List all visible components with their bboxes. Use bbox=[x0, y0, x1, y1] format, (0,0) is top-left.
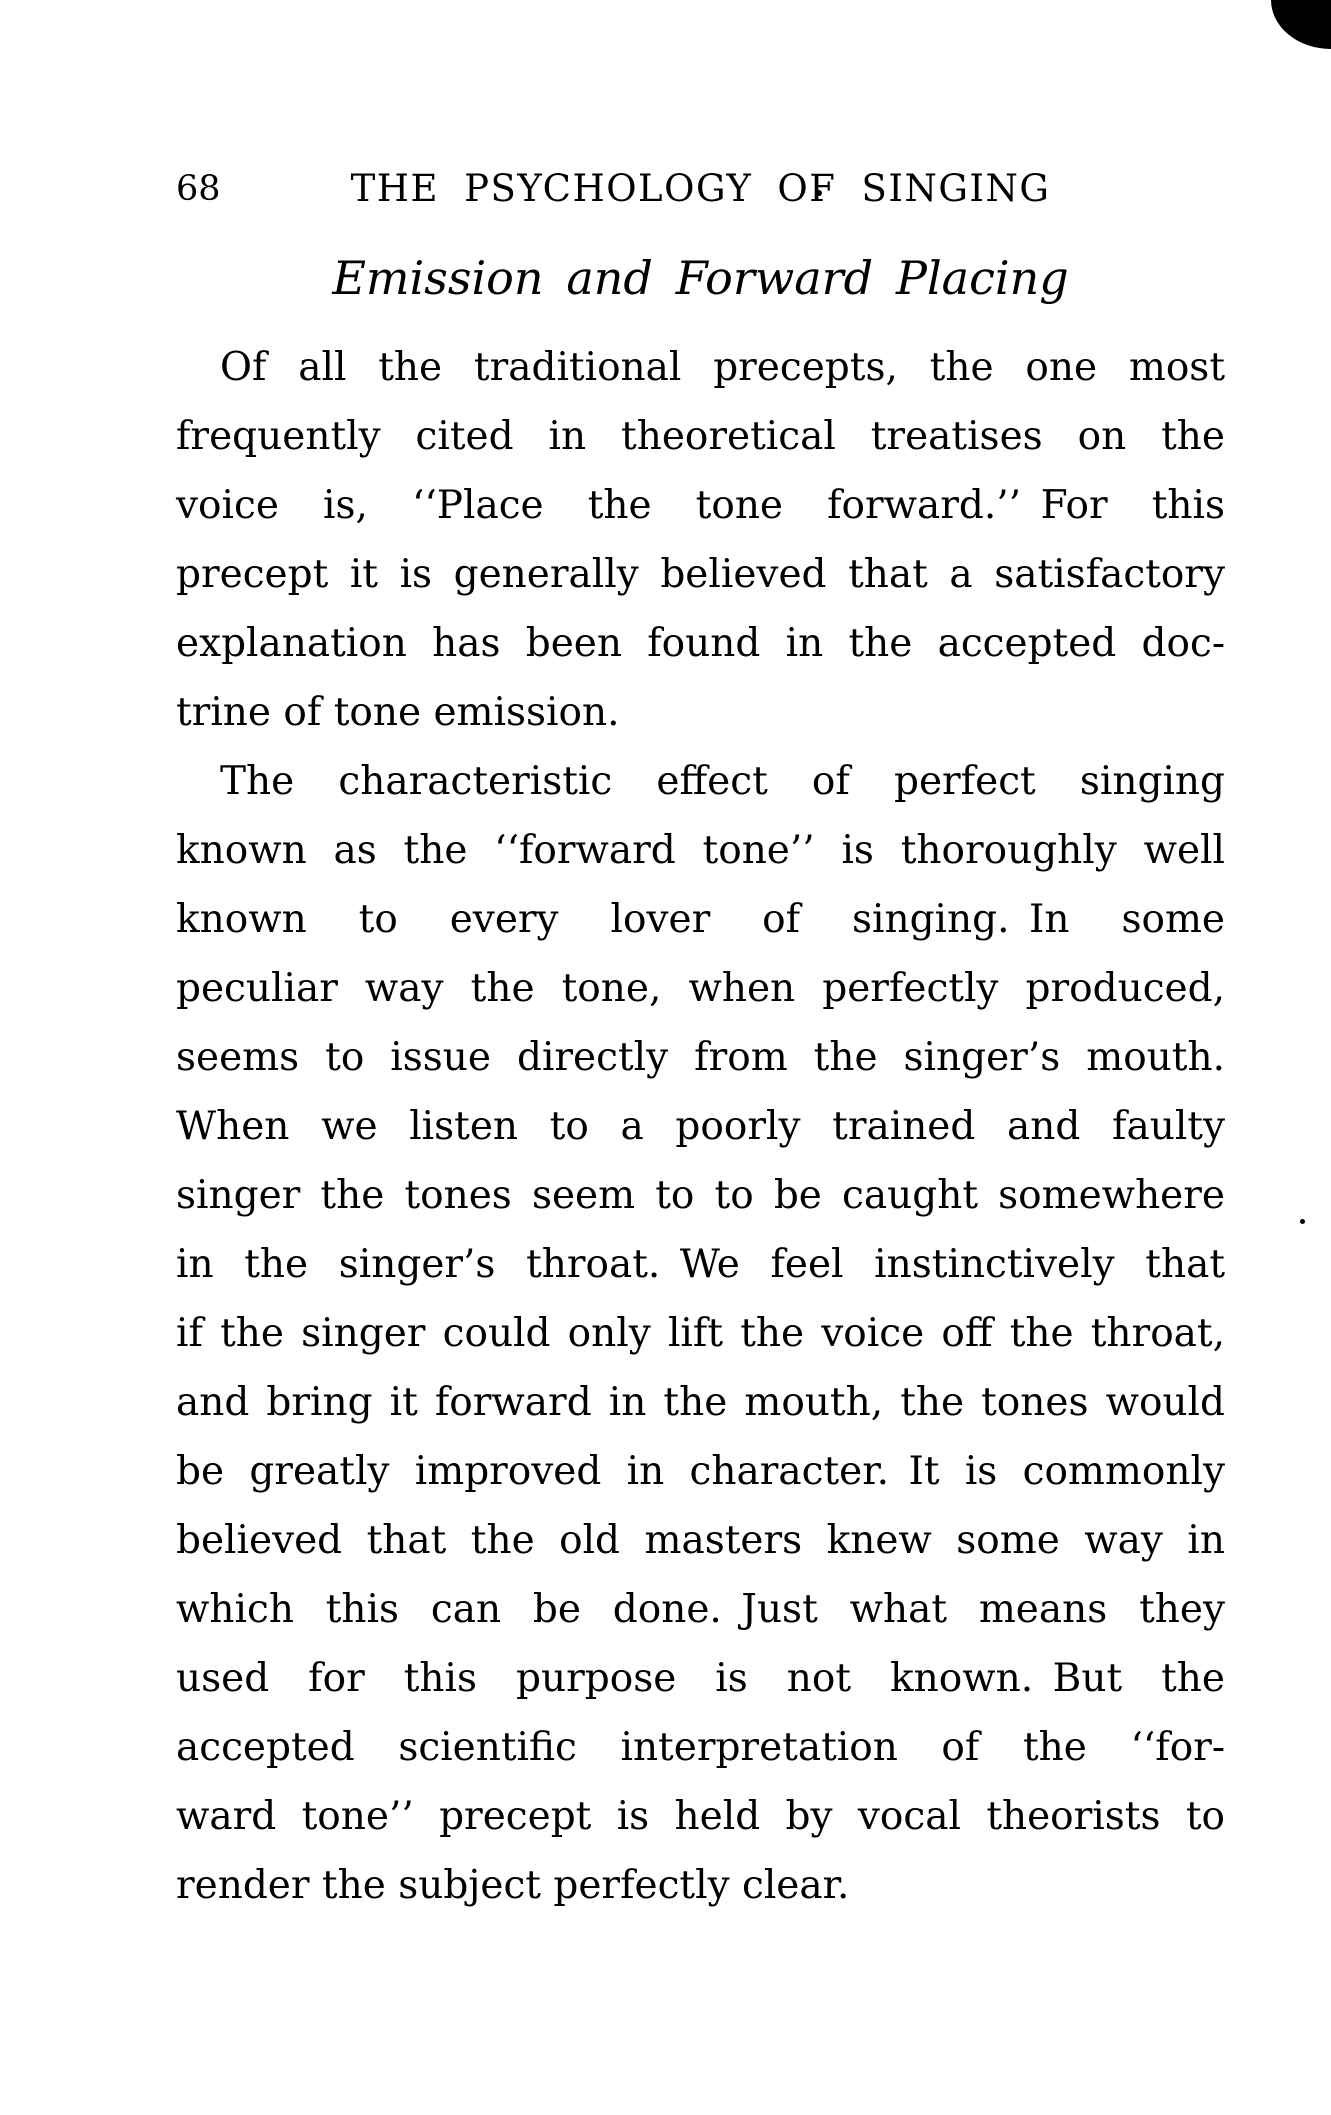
text-line: accepted scientific interpretation of the ‘‘for- bbox=[176, 1725, 1225, 1770]
page-curl-artifact bbox=[1271, 0, 1331, 49]
section-heading: Emission and Forward Placing bbox=[332, 251, 1069, 305]
text-line: which this can be done. Just what means they bbox=[176, 1587, 1225, 1632]
running-head-title: THE PSYCHOLOGY OF SINGING bbox=[350, 167, 1051, 210]
text-line: if the singer could only lift the voice off the throat, bbox=[176, 1311, 1225, 1356]
text-line: render the subject perfectly clear. bbox=[176, 1863, 850, 1908]
text-line: frequently cited in theoretical treatises on the bbox=[176, 414, 1225, 459]
text-line: trine of tone emission. bbox=[176, 690, 620, 735]
text-line: peculiar way the tone, when perfectly produced, bbox=[176, 966, 1225, 1011]
text-line: When we listen to a poorly trained and faulty bbox=[176, 1104, 1225, 1149]
text-line: known to every lover of singing. In some bbox=[176, 897, 1225, 942]
text-line: believed that the old masters knew some way in bbox=[176, 1518, 1225, 1563]
text-line: and bring it forward in the mouth, the tones would bbox=[176, 1380, 1225, 1425]
text-line: seems to issue directly from the singer’s mouth. bbox=[176, 1035, 1225, 1080]
text-line: Of all the traditional precepts, the one most bbox=[220, 345, 1225, 390]
text-line: The characteristic effect of perfect singing bbox=[220, 759, 1225, 804]
text-line: voice is, ‘‘Place the tone forward.’’ For this bbox=[176, 483, 1225, 528]
text-line: used for this purpose is not known. But the bbox=[176, 1656, 1225, 1701]
text-line: known as the ‘‘forward tone’’ is thoroughly well bbox=[176, 828, 1225, 873]
text-line: precept it is generally believed that a satisfactory bbox=[176, 552, 1225, 597]
text-line: ward tone’’ precept is held by vocal theorists to bbox=[176, 1794, 1225, 1839]
text-line: explanation has been found in the accepted doc- bbox=[176, 621, 1225, 666]
text-line: be greatly improved in character. It is commonly bbox=[176, 1449, 1225, 1494]
page-number: 68 bbox=[176, 169, 221, 209]
scan-speck bbox=[1300, 1219, 1305, 1224]
text-line: singer the tones seem to to be caught somewhere bbox=[176, 1173, 1225, 1218]
text-line: in the singer’s throat. We feel instinctively that bbox=[176, 1242, 1225, 1287]
body-text bbox=[176, 333, 1225, 1920]
page-header bbox=[176, 167, 1225, 212]
